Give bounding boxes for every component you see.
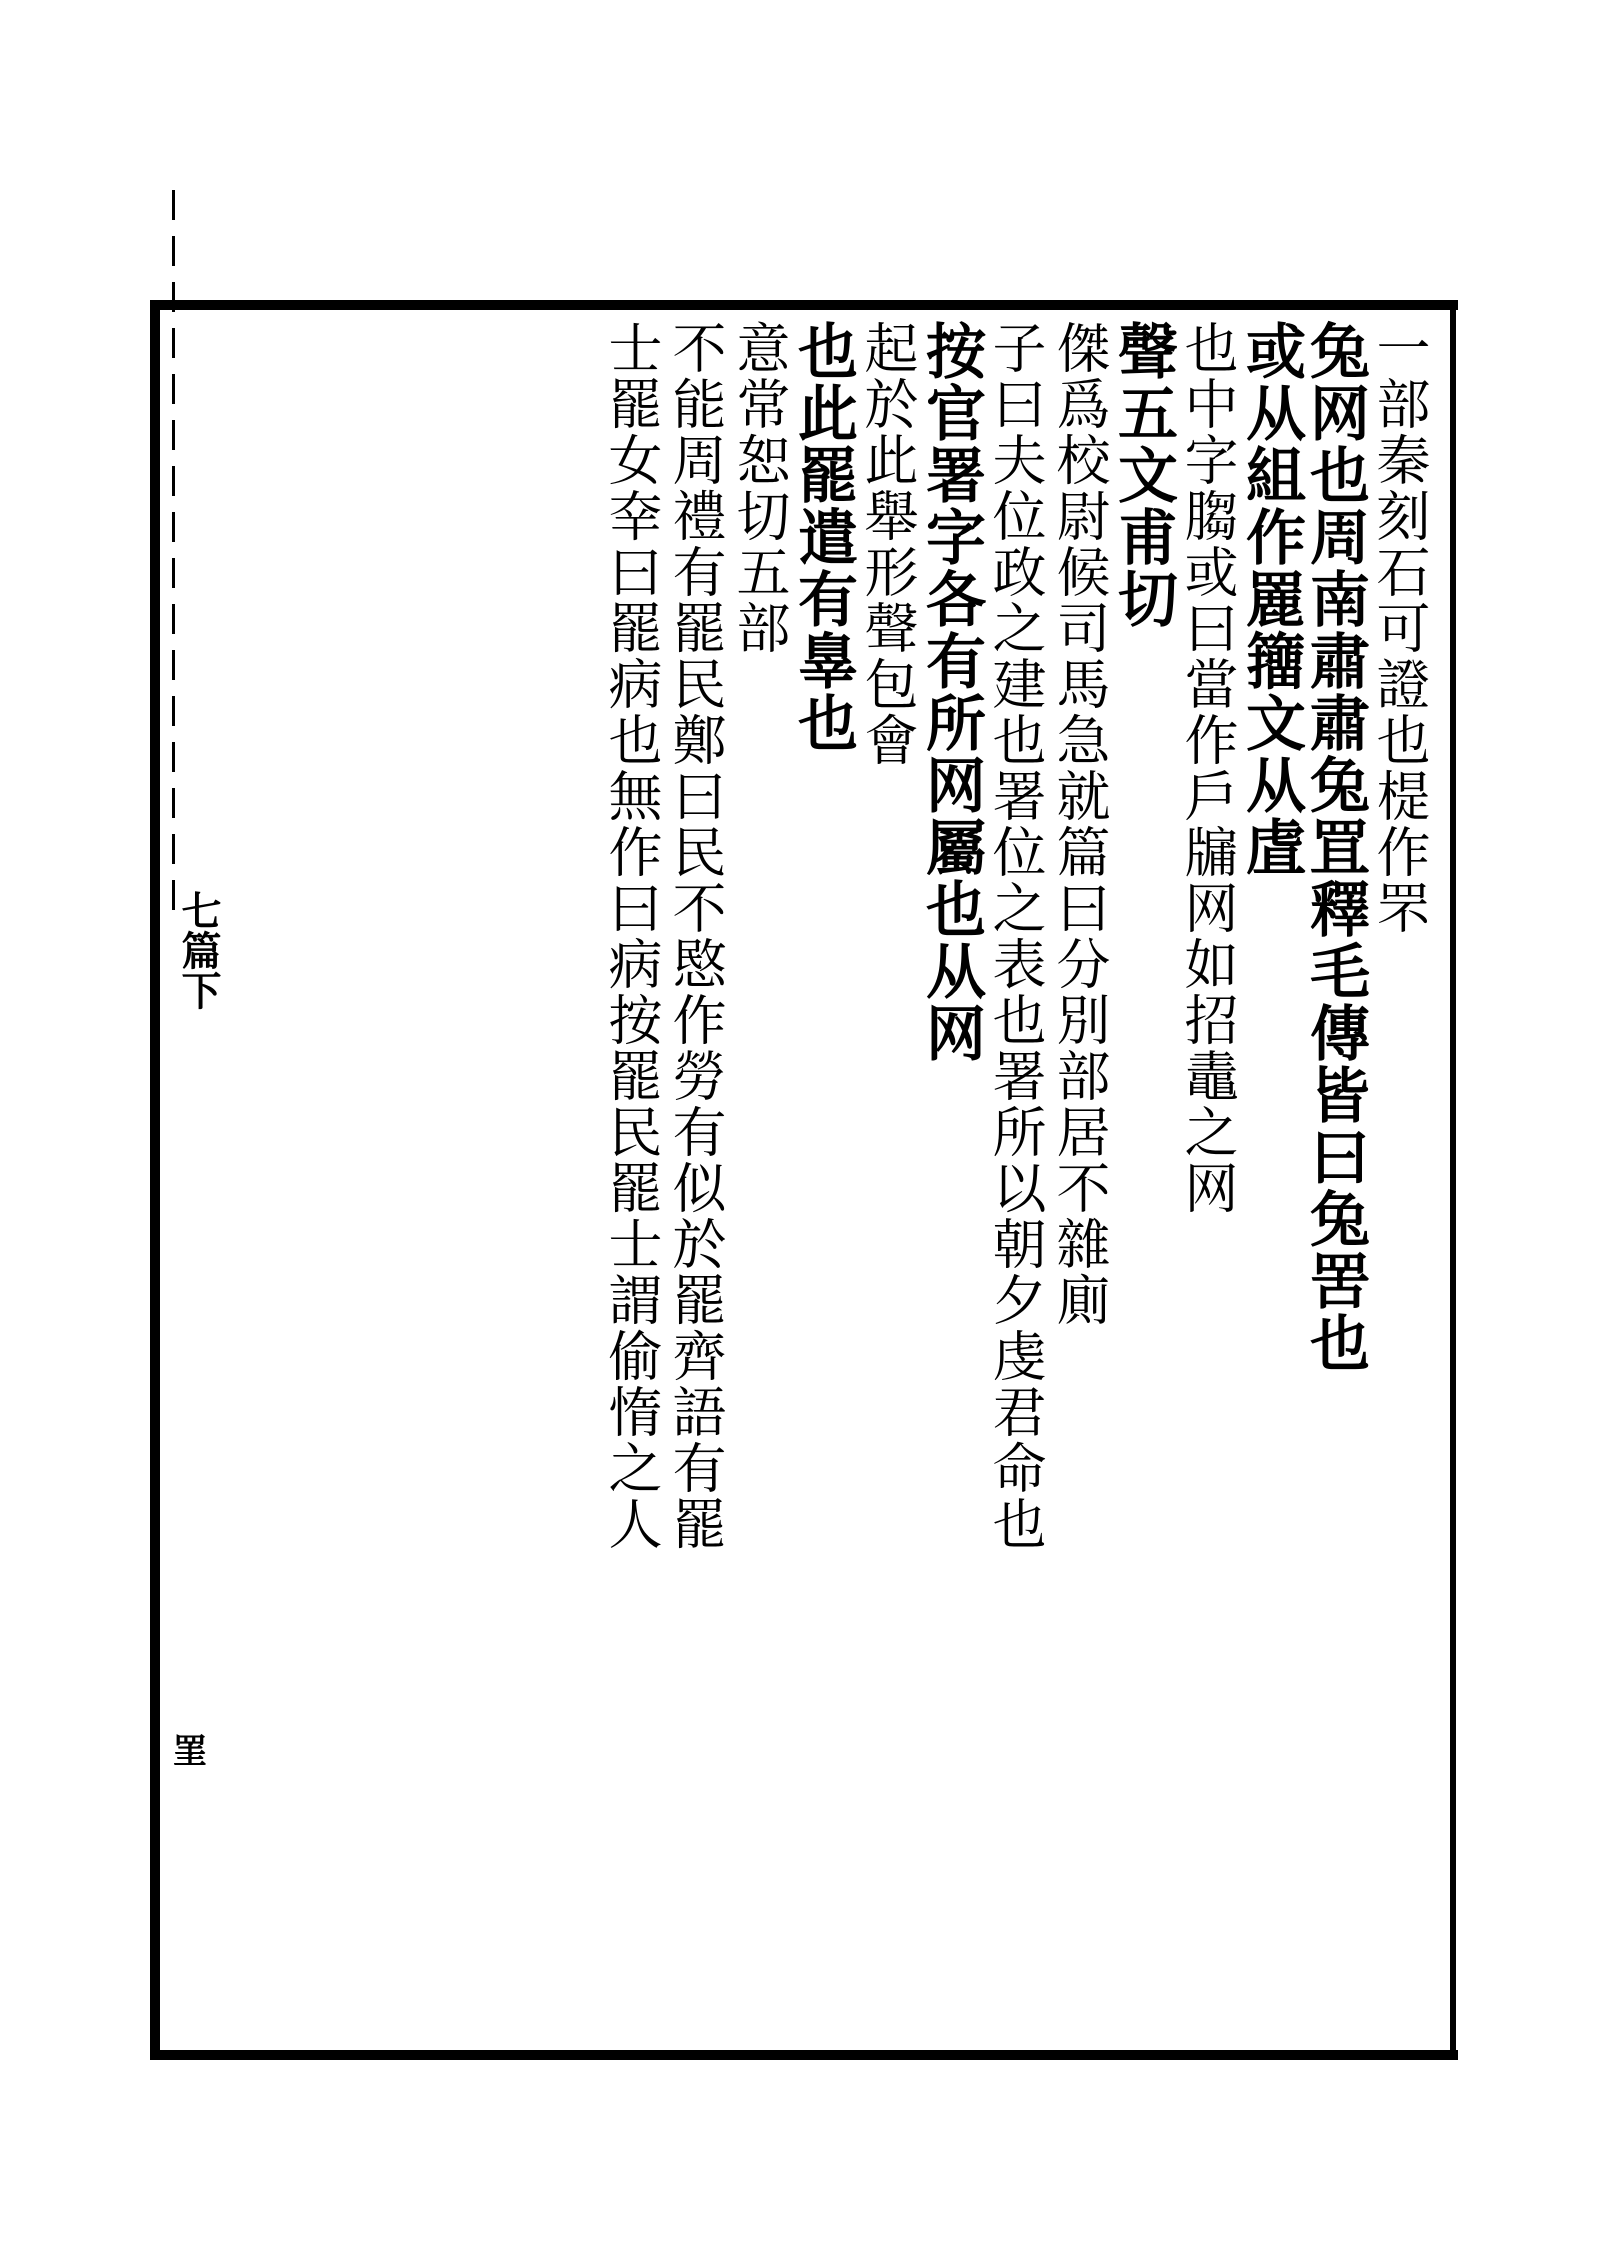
text-column: 一部秦刻石可證也㮛作罘 <box>1368 320 1431 936</box>
text-column: 傑爲校尉候司馬急就篇曰分別部居不雜廁 <box>1048 320 1111 1328</box>
text-column: 起於此舉形聲包會 <box>856 320 919 768</box>
text-body <box>598 320 1430 2040</box>
volume-label: 七篇下 <box>175 890 222 1010</box>
page-gutter <box>160 190 220 2060</box>
gutter-rule <box>172 190 175 910</box>
text-column: 按官署字各有所网屬也从网 <box>916 320 986 1064</box>
text-column: 意常恕切五部 <box>728 320 791 656</box>
text-column: 或从組作䍡籒文从虘 <box>1236 320 1306 878</box>
text-column: 兔网也周南肅肅兔罝釋毛傳皆曰兔罟也 <box>1300 320 1370 1374</box>
text-column: 也中字䐢或曰當作戶牖网如招鼃之网 <box>1176 320 1239 1216</box>
page-mark: 罣 <box>173 1732 207 1772</box>
text-column: 也此罷遣有辠也 <box>788 320 858 754</box>
text-column: 聲五文甫切 <box>1108 320 1178 630</box>
text-column: 不能周禮有罷民鄭曰民不愍作勞有似於罷齊語有罷 <box>664 320 727 1552</box>
text-column: 士罷女㚔曰罷病也無作曰病按罷民罷士謂偷惰之人 <box>600 320 663 1552</box>
text-column: 子曰夫位政之建也署位之表也署所以朝夕虔君命也 <box>984 320 1047 1552</box>
